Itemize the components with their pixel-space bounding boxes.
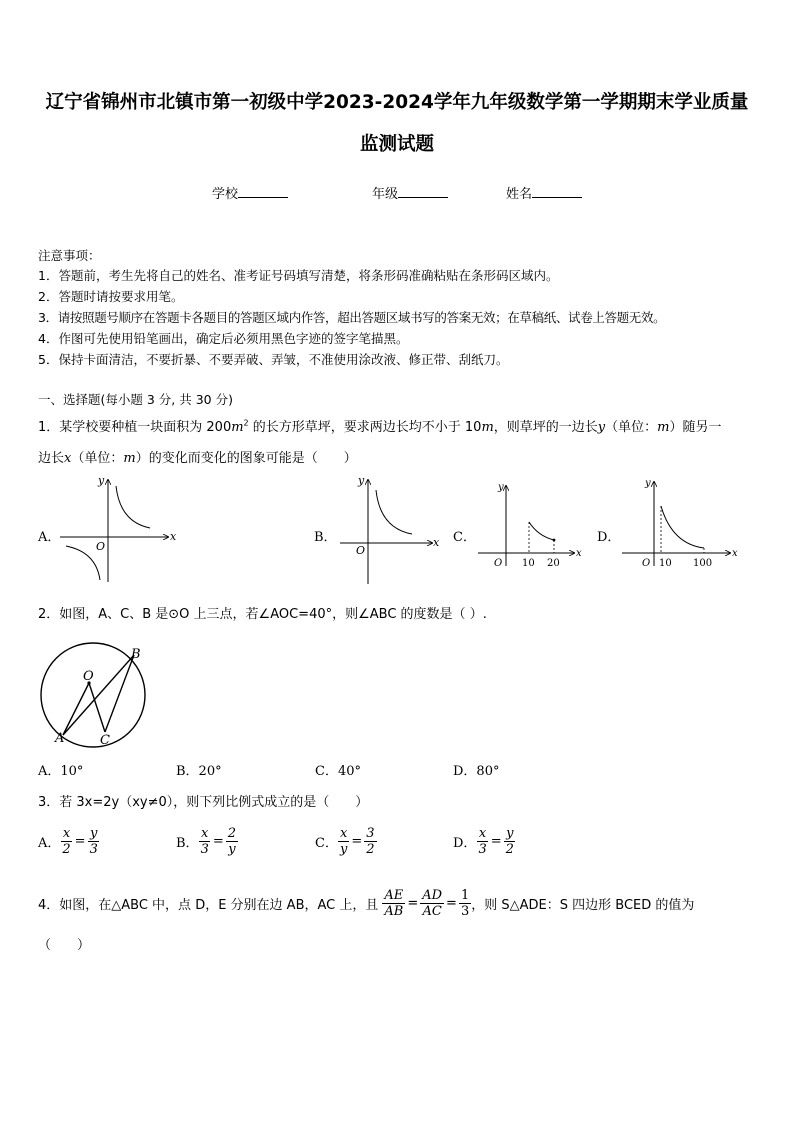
q1-unit: m: [481, 420, 494, 435]
q4-stem-line1: [38, 888, 694, 919]
denominator: 3: [200, 842, 209, 857]
numerator: y: [506, 826, 514, 841]
page-title-line2: 监测试题: [359, 134, 434, 155]
q1-option-d-label[interactable]: D．: [597, 530, 621, 545]
fraction: [338, 826, 349, 857]
numerator: y: [90, 826, 98, 841]
numerator: AE: [384, 888, 404, 903]
equals-sign: =: [407, 896, 419, 911]
q1-graph-b: [340, 474, 440, 584]
point-c-label: C: [100, 733, 110, 748]
numerator: 2: [227, 826, 237, 841]
equals-sign: =: [351, 834, 363, 849]
tick-label: 10: [659, 558, 672, 569]
q1-graph-d: [622, 478, 738, 569]
q2-stem: 2．如图，A、C、B 是⊙O 上三点，若∠AOC=40°，则∠ABC 的度数是（ ）.: [38, 607, 487, 622]
q1-text: （单位：: [605, 420, 658, 435]
origin-label: O: [96, 540, 106, 553]
q3-option-a[interactable]: [38, 826, 100, 857]
fraction: [476, 826, 488, 857]
fraction: [382, 888, 405, 919]
equals-sign: =: [74, 834, 86, 849]
numerator: 3: [366, 826, 375, 841]
q1-stem-line1: [38, 416, 722, 435]
q3-option-c[interactable]: [315, 826, 377, 857]
equals-sign: =: [490, 834, 502, 849]
q1-sup: 2: [243, 418, 249, 428]
origin-label: O: [642, 558, 651, 569]
axis-y-label: y: [98, 474, 105, 487]
option-label: D．: [453, 836, 477, 851]
name-field: [506, 183, 582, 202]
axis-x-label: x: [732, 548, 738, 559]
q1-option-a-label[interactable]: A．: [38, 530, 61, 545]
q3-stem: 3．若 3x=2y（xy≠0），则下列比例式成立的是（ ）: [38, 795, 369, 810]
note-item: 5．保持卡面清洁，不要折暴、不要弄破、弄皱，不准使用涂改液、修正带、刮纸刀。: [38, 352, 509, 367]
school-label: 学校: [212, 187, 239, 202]
q1-option-b-label[interactable]: B．: [314, 530, 337, 545]
numerator: x: [62, 826, 71, 841]
axis-x-label: x: [576, 548, 582, 559]
equals-sign: =: [212, 834, 224, 849]
denominator: y: [339, 842, 348, 857]
fraction: [199, 826, 211, 857]
denominator: 2: [366, 842, 375, 857]
page-title-line1: 辽宁省锦州市北镇市第一初级中学2023-2024学年九年级数学第一学期期末学业质量: [45, 92, 749, 113]
fraction: [504, 826, 516, 857]
grade-label: 年级: [372, 187, 399, 202]
equals-sign: =: [446, 896, 457, 911]
denominator: 2: [505, 842, 514, 857]
q1-graph-a: [60, 474, 177, 582]
q4-text: 4．如图，在△ABC 中，点 D，E 分别在边 AB，AC 上，且: [38, 898, 379, 913]
option-label: C．: [315, 836, 338, 851]
q1-text: （单位：: [71, 451, 124, 466]
denominator: 2: [62, 842, 71, 857]
option-label: B．: [176, 836, 199, 851]
point-a-label: A: [55, 731, 65, 746]
axis-x-label: x: [433, 536, 440, 549]
grade-field: [372, 183, 448, 202]
axis-x-label: x: [170, 530, 177, 543]
numerator: x: [339, 826, 348, 841]
note-item: 2．答题时请按要求用笔。: [38, 289, 184, 304]
q1-graph-c: [478, 482, 582, 569]
q2-option-c[interactable]: C．40°: [315, 764, 361, 779]
denominator: 3: [478, 842, 487, 857]
point-o-label: O: [83, 669, 94, 684]
q1-graphs: [0, 470, 794, 590]
q1-unit: m: [657, 420, 670, 435]
q1-text: ）的变化而变化的图象可能是（ ）: [135, 451, 357, 466]
q1-stem-line2: [38, 447, 357, 466]
axis-y-label: y: [645, 478, 651, 489]
numerator: x: [478, 826, 487, 841]
q1-option-c-label[interactable]: C．: [453, 530, 476, 545]
fraction: [420, 888, 444, 919]
tick-label: 10: [522, 558, 535, 569]
point-b-label: B: [131, 647, 141, 662]
denominator: AC: [422, 904, 442, 919]
fraction: [459, 888, 471, 919]
name-label: 姓名: [506, 187, 533, 202]
q1-text: ）随另一: [669, 420, 722, 435]
q2-option-b[interactable]: B．20°: [176, 764, 222, 779]
section-heading: 一、选择题(每小题 3 分, 共 30 分): [38, 392, 233, 407]
q1-var: x: [64, 451, 72, 466]
numerator: x: [201, 826, 209, 841]
name-blank: [532, 185, 582, 198]
notes-header: 注意事项：: [38, 248, 101, 263]
note-item: 4．作图可先使用铅笔画出，确定后必须用黑色字迹的签字笔描黑。: [38, 331, 409, 346]
q3-option-d[interactable]: [453, 826, 516, 857]
q1-text: 1．某学校要种植一块面积为 200: [38, 420, 232, 435]
fraction: [60, 826, 72, 857]
school-field: [212, 183, 288, 202]
numerator: 1: [460, 888, 470, 903]
numerator: AD: [422, 888, 443, 903]
q1-var: y: [597, 420, 606, 435]
note-item: 3．请按照题号顺序在答题卡各题目的答题区域内作答，超出答题区域书写的答案无效；在草稿纸、试卷上答题无效。: [38, 310, 666, 325]
origin-label: O: [356, 544, 366, 557]
denominator: y: [228, 842, 236, 857]
q1-text: ，则草坪的一边长: [493, 420, 598, 435]
fraction: [364, 826, 376, 857]
q2-option-d[interactable]: D．80°: [453, 764, 500, 779]
denominator: 3: [89, 842, 98, 857]
q4-text: ，则 S△ADE：S 四边形 BCED 的值为: [471, 898, 695, 913]
q1-unit: m: [231, 420, 244, 435]
axis-y-label: y: [358, 474, 365, 487]
tick-label: 100: [693, 558, 713, 569]
q1-unit: m: [123, 451, 136, 466]
grade-blank: [398, 185, 448, 198]
q3-option-b[interactable]: [176, 826, 238, 857]
q2-circle-figure: [30, 640, 160, 750]
q2-option-a[interactable]: A．10°: [38, 764, 84, 779]
fraction: [226, 826, 238, 857]
q1-text: 的长方形草坪，要求两边长均不小于 10: [248, 420, 482, 435]
tick-label: 20: [547, 558, 560, 569]
denominator: 3: [460, 904, 470, 919]
option-label: A．: [38, 836, 61, 851]
school-blank: [238, 185, 288, 198]
origin-label: O: [494, 558, 503, 569]
q1-text: 边长: [38, 451, 65, 466]
note-item: 1．答题前，考生先将自己的姓名、准考证号码填写清楚，将条形码准确粘贴在条形码区域内。: [38, 268, 559, 283]
axis-y-label: y: [498, 482, 504, 493]
q4-stem-line2: （ ）: [38, 938, 91, 953]
fraction: [88, 826, 100, 857]
denominator: AB: [384, 904, 404, 919]
